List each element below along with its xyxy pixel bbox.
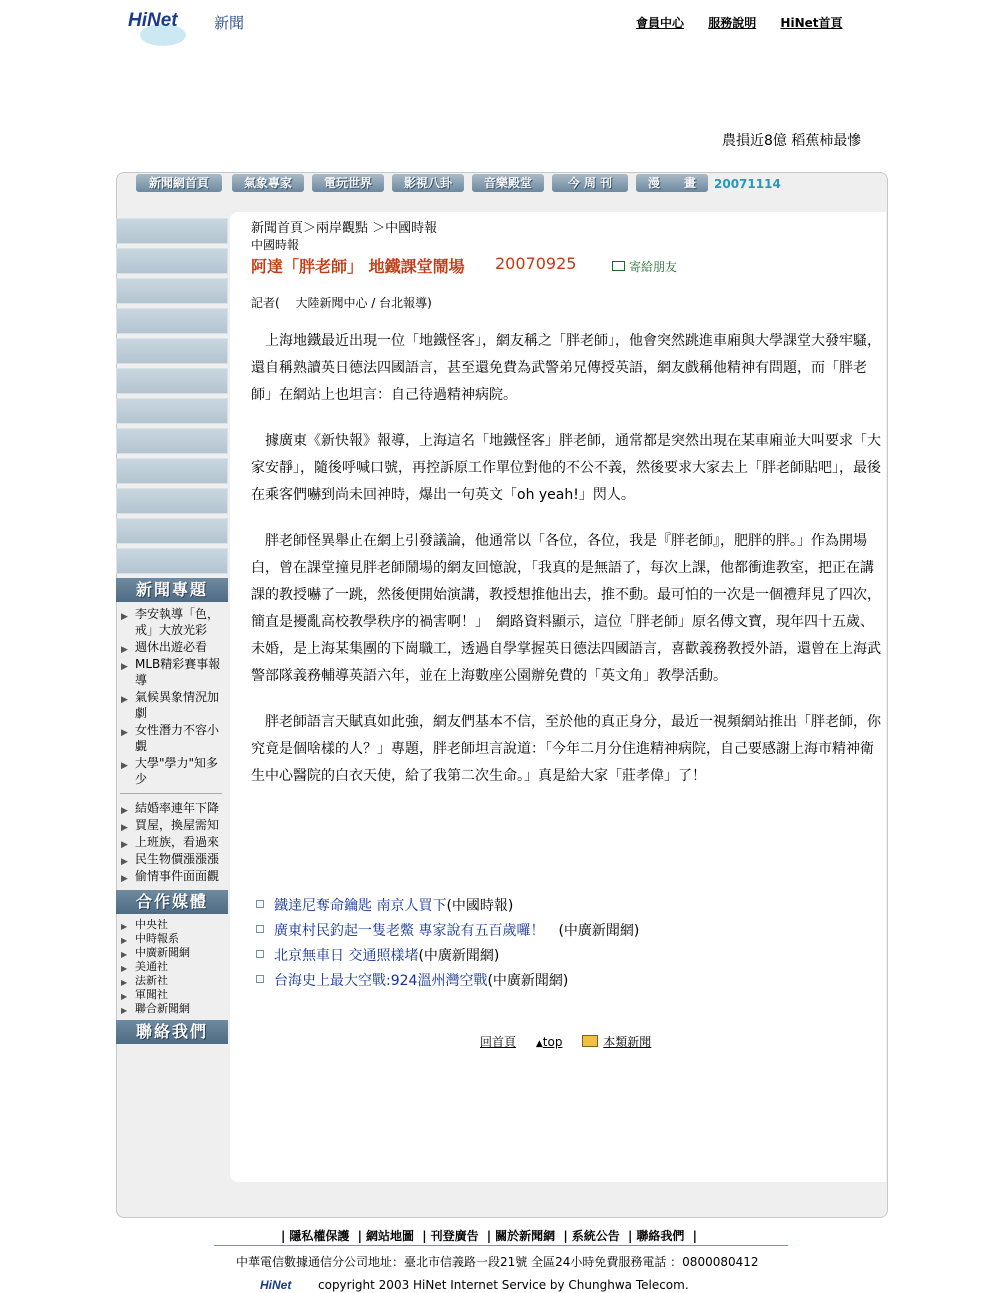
news-topics-list (116, 606, 228, 787)
list-item[interactable]: ▶ 氣候異象情況加劇 (121, 690, 220, 720)
related-news-item[interactable]: 鐵達尼奪命鑰匙 南京人買下(中國時報) (256, 895, 639, 920)
article-body (251, 328, 883, 809)
article-paragraph: 胖老師語言天賦真如此強，網友們基本不信，至於他的真正身分，最近一視頻網站推出「胖老師，你究竟是個啥樣的人？」專題，胖老師坦言說道：「今年二月分住進精神病院，自己要感謝上海市精神衛生中心醫院的白衣天使，給了我第二次生命。」真是給大家「莊孝偉」了！ (251, 714, 881, 784)
list-item[interactable]: ▶ 大學"學力"知多少 (121, 756, 219, 786)
list-item[interactable]: ▶ 李安執導「色，戒」大放光彩 (121, 607, 220, 637)
tab-news-home[interactable]: 新聞網首頁 (136, 174, 222, 192)
sidebar-blank-button[interactable] (116, 518, 228, 544)
sidebar-blank-button[interactable] (116, 458, 228, 484)
list-item[interactable]: ▶ 美通社 (116, 960, 228, 974)
top-link[interactable]: top (542, 1035, 563, 1049)
separator: | (692, 1229, 697, 1243)
footer-hinet-logo: HiNet (260, 1278, 292, 1292)
hinet-home-link[interactable]: HiNet首頁 (780, 16, 843, 30)
reporter-line: 記者( 大陸新聞中心 / 台北報導) (251, 296, 432, 310)
footer-divider (214, 1245, 788, 1246)
logo-sub: 新聞 (214, 14, 245, 32)
arrow-icon: ▶ (121, 857, 128, 867)
breadcrumb[interactable]: 新聞首頁＞兩岸觀點 ＞中國時報 (251, 221, 438, 236)
list-item[interactable]: ▶ 週休出遊必看 (116, 639, 228, 655)
news-topics-list-2 (116, 800, 228, 884)
bottom-nav (277, 1227, 701, 1244)
hinet-news-logo[interactable] (126, 8, 256, 40)
list-item[interactable]: ▶ 上班族，看過來 (116, 834, 228, 850)
tab-comics[interactable]: 漫 畫 (636, 174, 708, 192)
sidebar-blank-button[interactable] (116, 218, 228, 244)
logo-text: HiNet (128, 10, 178, 31)
partner-media-header: 合作媒體 (116, 890, 228, 914)
article-paragraph: 據廣東《新快報》報導，上海這名「地鐵怪客」胖老師，通常都是突然出現在某車廂並大叫要求「大家安靜」，隨後呼喊口號，再控訴原工作單位對他的不公不義，然後要求大家去上「胖老師貼吧」，最後在乘客們嚇到尚未回神時，爆出一句英文「oh yeah!」閃人。 (251, 433, 881, 503)
arrow-icon: ▶ (121, 1006, 128, 1015)
arrow-icon: ▶ (121, 806, 128, 816)
arrow-icon: ▶ (121, 978, 128, 987)
sidebar-blank-button[interactable] (116, 548, 228, 574)
arrow-icon: ▶ (121, 823, 128, 833)
news-topics-header: 新聞專題 (116, 578, 228, 602)
tab-bar (116, 172, 887, 196)
arrow-icon: ▶ (121, 936, 128, 945)
copyright: copyright 2003 HiNet Internet Service by Chunghwa Telecom. (318, 1278, 689, 1292)
article-title: 阿達「胖老師」 地鐵課堂鬧場 (251, 257, 465, 276)
separator: | (627, 1229, 633, 1243)
company-address: 中華電信數據通信分公司地址：臺北市信義路一段21號 全區24小時免費服務電話 ：0800080412 (236, 1255, 759, 1269)
bullet-icon (256, 950, 264, 958)
sidebar-blank-button[interactable] (116, 488, 228, 514)
sidebar-blank-button[interactable] (116, 398, 228, 424)
list-item[interactable]: ▶ 中廣新聞網 (116, 946, 228, 960)
related-news-list (256, 895, 639, 995)
list-item[interactable]: ▶ 結婚率連年下降 (116, 800, 228, 816)
bullet-icon (256, 900, 264, 908)
article-paragraph: 上海地鐵最近出現一位「地鐵怪客」，網友稱之「胖老師」，他會突然跳進車廂與大學課堂大發牢騷，還自稱熟讀英日德法四國語言，甚至還免費為武警弟兄傳授英語，網友戲稱他精神有問題，而「胖老師」在網站上也坦言：自己待過精神病院。 (251, 333, 881, 403)
arrow-icon: ▶ (121, 840, 128, 850)
about-link[interactable]: 關於新聞網 (495, 1229, 556, 1243)
arrow-icon: ▶ (121, 662, 128, 672)
arrow-icon: ▶ (121, 612, 128, 622)
list-item[interactable]: ▶ 中央社 (116, 918, 228, 932)
folder-icon (582, 1035, 598, 1047)
contact-link[interactable]: 聯絡我們 (636, 1229, 685, 1243)
arrow-icon: ▶ (121, 874, 128, 884)
related-news-item[interactable]: 北京無車日 交通照樣堵(中廣新聞網) (256, 945, 639, 970)
arrow-icon: ▶ (121, 761, 128, 771)
list-item[interactable]: ▶ 軍聞社 (116, 988, 228, 1002)
sidebar-blank-button[interactable] (116, 248, 228, 274)
top-nav (636, 14, 862, 31)
article-paragraph: 胖老師怪異舉止在網上引發議論，他通常以「各位，各位，我是『胖老師』，肥胖的胖。」作為開場白，曾在課堂撞見胖老師鬧場的網友回憶說，「我真的是無語了，每次上課，他都衝進教室，把正在講課的教授嚇了一跳，然後便開始演講，教授想推他出去，推不動。最可怕的一次是一個禮拜見了四次，簡直是擾亂高校教學秩序的禍害啊！」 網路資料顯示，這位「胖老師」原名傅文寶，現年四十五歲、未婚，是上海某集團的下崗職工，透過自學掌握英日德法四國語言，喜歡義務教授外語，還曾在上海武警部隊義務輔導英語六年，並在上海數座公園辦免費的「英文角」教學活動。 (251, 533, 881, 684)
up-arrow-icon: ▲ (535, 1039, 543, 1049)
list-item[interactable]: ▶ 買屋，換屋需知 (116, 817, 228, 833)
tab-games[interactable]: 電玩世界 (312, 174, 384, 192)
article-source: 中國時報 (251, 238, 300, 252)
announcement-link[interactable]: 系統公告 (571, 1229, 620, 1243)
article-date: 20070925 (495, 254, 577, 273)
list-item[interactable]: ▶ 偷情事件面面觀 (116, 868, 228, 884)
category-news-link[interactable]: 本類新聞 (603, 1035, 652, 1049)
separator: | (357, 1229, 362, 1243)
tab-music[interactable]: 音樂殿堂 (472, 174, 544, 192)
arrow-icon: ▶ (121, 964, 128, 973)
arrow-icon: ▶ (121, 728, 128, 738)
tab-weekly[interactable]: 今 周 刊 (552, 174, 628, 192)
list-item[interactable]: ▶ 民生物價漲漲漲 (116, 851, 228, 867)
partner-media-list (116, 918, 228, 1016)
tab-entertainment[interactable]: 影視八卦 (392, 174, 464, 192)
list-item[interactable]: ▶ 女性潛力不容小覷 (121, 723, 220, 753)
tab-date: 20071114 (714, 177, 781, 191)
related-news-item[interactable]: 台海史上最大空戰:924溫州灣空戰(中廣新聞網) (256, 970, 639, 995)
arrow-icon: ▶ (121, 992, 128, 1001)
service-info-link[interactable]: 服務說明 (708, 16, 757, 30)
sidebar-blank-button[interactable] (116, 368, 228, 394)
list-item[interactable]: ▶ 中時報系 (116, 932, 228, 946)
list-item[interactable]: ▶ 聯合新聞網 (116, 1002, 228, 1016)
sidebar-blank-button[interactable] (116, 308, 228, 334)
article-footer-links (480, 1033, 667, 1050)
separator: | (422, 1229, 427, 1243)
bullet-icon (256, 925, 264, 933)
list-item[interactable]: ▶ MLB精彩賽事報導 (121, 657, 221, 687)
arrow-icon: ▶ (121, 695, 128, 705)
separator: | (486, 1229, 492, 1243)
sitemap-link[interactable]: 網站地圖 (365, 1229, 414, 1243)
sidebar-blank-button[interactable] (116, 278, 228, 304)
separator: | (281, 1229, 286, 1243)
list-item[interactable]: ▶ 法新社 (116, 974, 228, 988)
tab-weather[interactable]: 氣象專家 (232, 174, 304, 192)
back-home-link[interactable]: 回首頁 (480, 1035, 517, 1049)
advertise-link[interactable]: 刊登廣告 (430, 1229, 479, 1243)
privacy-link[interactable]: 隱私權保護 (289, 1229, 350, 1243)
mail-icon (612, 261, 625, 271)
sidebar-blank-button[interactable] (116, 428, 228, 454)
left-sidebar (116, 218, 228, 1044)
arrow-icon: ▶ (121, 645, 128, 655)
arrow-icon: ▶ (121, 922, 128, 931)
separator: | (563, 1229, 568, 1243)
arrow-icon: ▶ (121, 950, 128, 959)
contact-us-header[interactable]: 聯絡我們 (116, 1020, 228, 1044)
sidebar-divider (120, 793, 222, 794)
bullet-icon (256, 975, 264, 983)
related-news-item[interactable]: 廣東村民釣起一隻老鱉 專家說有五百歲囉！ (中廣新聞網) (256, 920, 639, 945)
headline-ticker[interactable]: 農損近8億 稻蕉柿最慘 (722, 133, 862, 149)
member-center-link[interactable]: 會員中心 (636, 16, 685, 30)
send-to-friend-link[interactable]: 寄給朋友 (612, 258, 677, 275)
sidebar-blank-button[interactable] (116, 338, 228, 364)
